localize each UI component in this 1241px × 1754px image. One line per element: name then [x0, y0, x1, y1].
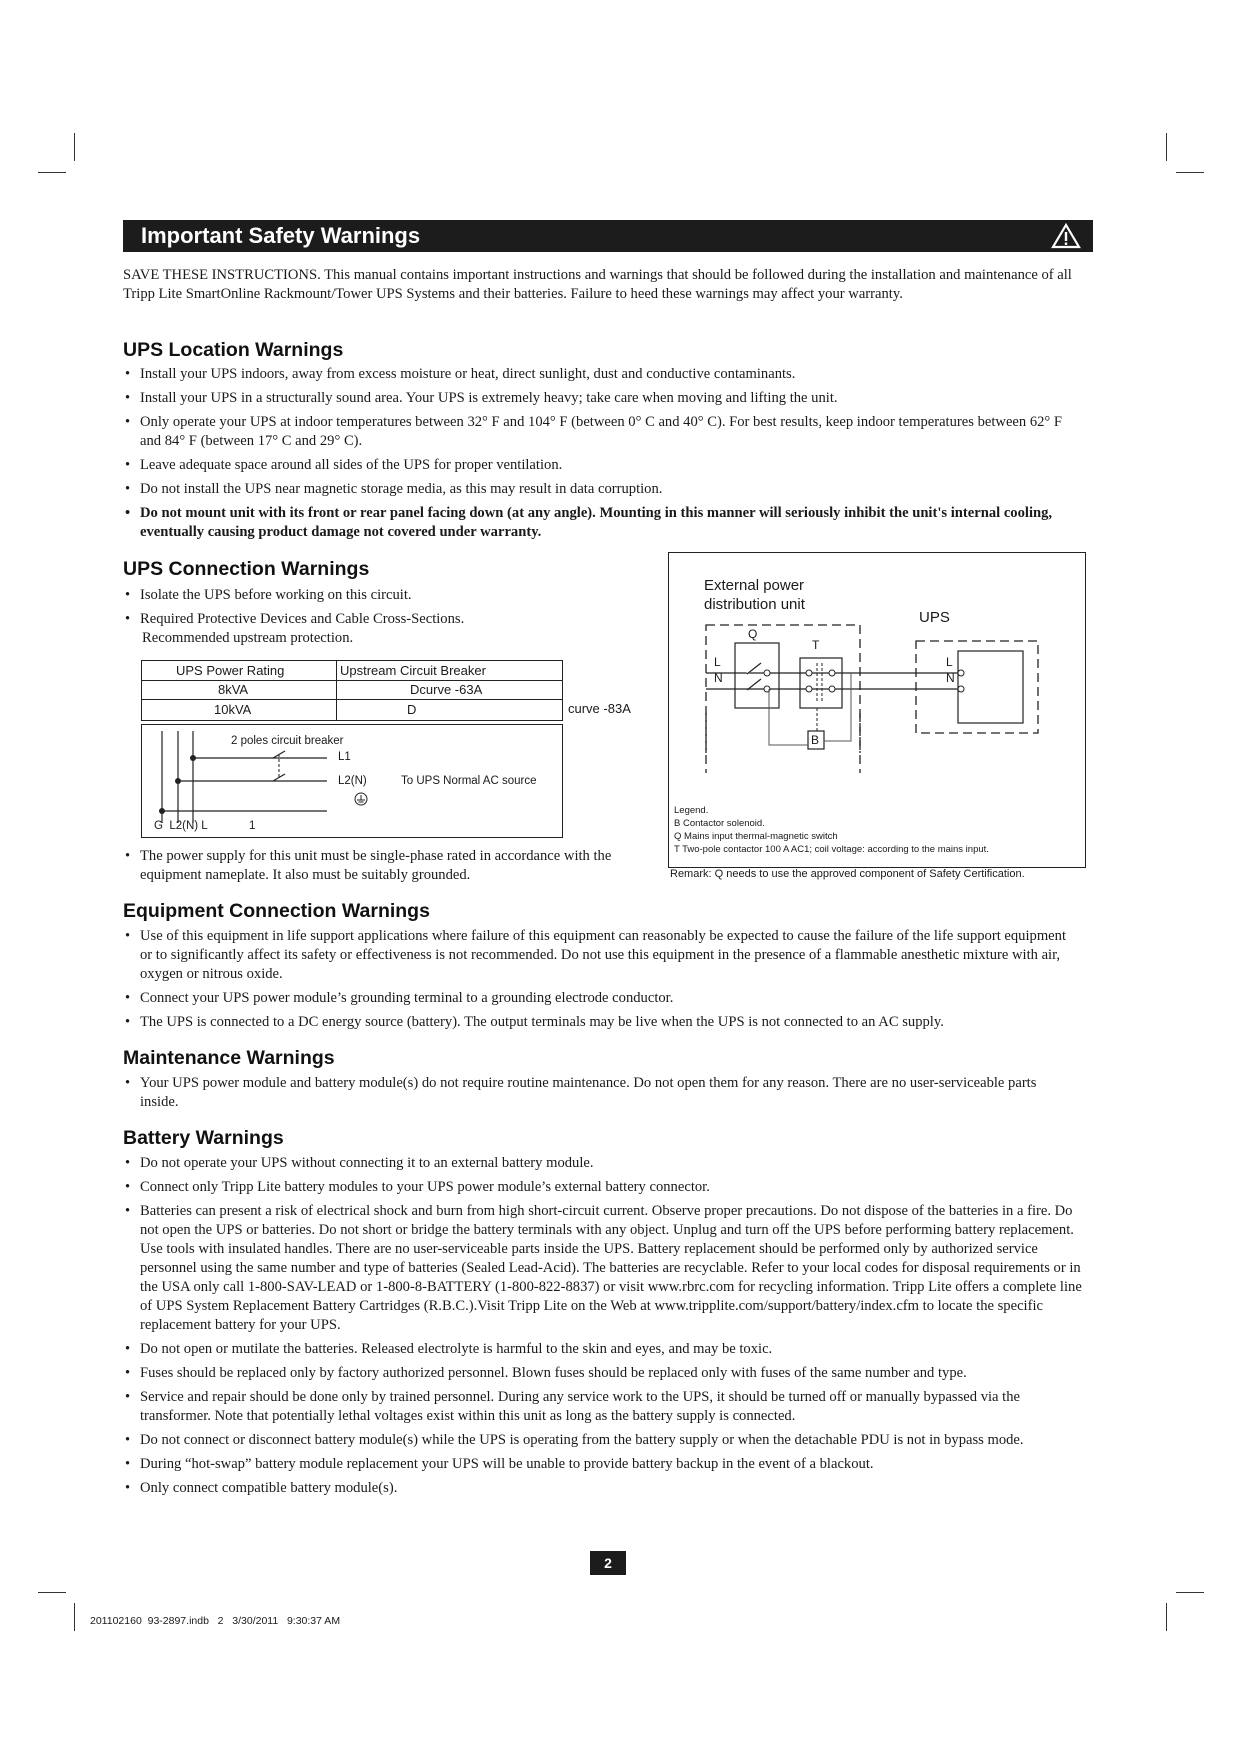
table-header: UPS Power Rating [176, 663, 285, 678]
list-item: • Isolate the UPS before working on this circuit. [123, 586, 663, 605]
location-heading: UPS Location Warnings [123, 339, 344, 361]
list-item: • Install your UPS in a structurally sound area. Your UPS is extremely heavy; take care when moving and lifting the unit. [123, 389, 1078, 408]
warning-triangle-icon [1051, 223, 1081, 249]
legend-title: Legend. [674, 805, 709, 816]
diagram-remark: Remark: Q needs to use the approved component of Safety Certification. [670, 868, 1025, 880]
crop-mark [38, 172, 66, 173]
table-cell: D [407, 702, 417, 717]
page-number: 2 [590, 1551, 626, 1575]
print-footer: 201102160 93-2897.indb 2 3/30/2011 9:30:37 AM [90, 1615, 341, 1627]
crop-mark [74, 1603, 75, 1631]
list-item: • Do not install the UPS near magnetic storage media, as this may result in data corruption. [123, 480, 1078, 499]
crop-mark [1166, 133, 1167, 161]
list-item: • Do not open or mutilate the batteries. Released electrolyte is harmful to the skin and eyes, and may be toxic. [123, 1340, 1093, 1359]
list-item: • Do not mount unit with its front or rear panel facing down (at any angle). Mounting in this manner will seriously inhibit the unit's internal cooling, eventually causing product damage not covered under warranty. [123, 504, 1078, 542]
breaker-one-label: 1 [249, 820, 256, 832]
intro-text: SAVE THESE INSTRUCTIONS. This manual contains important instructions and warnings that should be followed during the installation and maintenance of all Tripp Lite SmartOnline Rackmount/Tower UPS Systems and their batteries. Failure to heed these warnings may affect your warranty. [123, 267, 1072, 302]
list-item: • Only operate your UPS at indoor temperatures between 32° F and 104° F (between 0° C and 40° C). For best results, keep indoor temperatures between 62° F and 84° F (between 17° C and 29° C). [123, 413, 1078, 451]
list-item [123, 610, 663, 629]
table-cell: 8kVA [218, 682, 249, 697]
page-title: Important Safety Warnings [141, 223, 421, 248]
b-label: B [811, 733, 820, 747]
list-item: • Batteries can present a risk of electrical shock and burn from high short-circuit current. Observe proper precautions. Do not dispose of the batteries in a fire. Do not open the UPS or batteries. Do not short or bridge the battery terminals with any object. Unplug and turn off the UPS before performing battery replacement. Use tools with insulated handles. There are no user-serviceable parts inside the UPS. Battery replacement should be performed only by authorized service personnel using the same number and type of batteries (Sealed Lead-Acid). The batteries are recyclable. Refer to your local codes for disposal requirements or in the USA only call 1-800-SAV-LEAD or 1-800-8-BATTERY (1-800-822-8837) or visit www.rbrc.com for recycling information. Tripp Lite offers a complete line of UPS System Replacement Battery Cartridges (R.B.C.).Visit Tripp Lite on the Web at www.tripplite.com/support/battery/index.cfm to locate the specific replacement battery for your UPS. [123, 1202, 1093, 1335]
maintenance-heading: Maintenance Warnings [123, 1047, 335, 1069]
list-item: • The power supply for this unit must be single-phase rated in accordance with the equipment nameplate. It also must be suitably grounded. [123, 847, 653, 885]
connection-heading: UPS Connection Warnings [123, 558, 370, 580]
ext-title-line2: distribution unit [704, 596, 805, 613]
breaker-l2-label: L2(N) [338, 775, 367, 787]
table-overflow-text: curve -83A [568, 701, 631, 716]
crop-mark [1176, 1592, 1204, 1593]
legend-q: Q Mains input thermal-magnetic switch [674, 831, 838, 842]
ups-n-label: N [946, 671, 955, 685]
list-item: • Your UPS power module and battery module(s) do not require routine maintenance. Do not open them for any reason. There are no user-serviceable parts inside. [123, 1074, 1078, 1112]
equipment-list [123, 927, 1078, 1037]
location-list [123, 365, 1078, 547]
list-item: • Leave adequate space around all sides of the UPS for proper ventilation. [123, 456, 1078, 475]
breaker-target-label: To UPS Normal AC source [401, 775, 537, 787]
crop-mark [38, 1592, 66, 1593]
list-item: • Use of this equipment in life support applications where failure of this equipment can reasonably be expected to cause the failure of the life support equipment or to significantly affect its safety or effectiveness is not recommended. Do not use this equipment in the presence of a flammable anesthetic mixture with air, oxygen or nitrous oxide. [123, 927, 1078, 984]
list-item-text: Required Protective Devices and Cable Cross-Sections. [140, 611, 465, 627]
equipment-heading: Equipment Connection Warnings [123, 900, 430, 922]
list-item: • The UPS is connected to a DC energy source (battery). The output terminals may be live when the UPS is not connected to an AC supply. [123, 1013, 1078, 1032]
list-item: • Fuses should be replaced only by factory authorized personnel. Blown fuses should be replaced only with fuses of the same number and type. [123, 1364, 1093, 1383]
breaker-title: 2 poles circuit breaker [231, 735, 344, 747]
wiring-diagram [668, 552, 1086, 868]
crop-mark [1166, 1603, 1167, 1631]
list-item: • Do not connect or disconnect battery module(s) while the UPS is operating from the battery supply or when the detachable PDU is not in bypass mode. [123, 1431, 1093, 1450]
table-cell: Dcurve -63A [410, 682, 483, 697]
breaker-l1-label: L1 [338, 751, 351, 763]
power-supply-list [123, 847, 653, 890]
n-label: N [714, 671, 723, 685]
list-item: • Service and repair should be done only by trained personnel. During any service work to the UPS, it should be turned off or manually bypassed via the transformer. Note that potentially lethal voltages exist within this unit as long as the battery supply is connected. [123, 1388, 1093, 1426]
legend-b: B Contactor solenoid. [674, 818, 765, 829]
list-item: • Connect your UPS power module’s grounding terminal to a grounding electrode conductor. [123, 989, 1078, 1008]
ups-label: UPS [919, 609, 950, 626]
list-item: • Connect only Tripp Lite battery modules to your UPS power module’s external battery connector. [123, 1178, 1093, 1197]
table-header: Upstream Circuit Breaker [340, 663, 486, 678]
q-label: Q [748, 627, 758, 641]
crop-mark [74, 133, 75, 161]
connection-list [123, 586, 663, 653]
list-item-continuation [123, 629, 663, 648]
list-item: • Do not operate your UPS without connecting it to an external battery module. [123, 1154, 1093, 1173]
list-item-text: Recommended upstream protection. [142, 630, 354, 646]
maintenance-list [123, 1074, 1078, 1117]
battery-heading: Battery Warnings [123, 1127, 284, 1149]
t-label: T [812, 638, 820, 652]
list-item: • Install your UPS indoors, away from excess moisture or heat, direct sunlight, dust and conductive contaminants. [123, 365, 1078, 384]
list-item: • During “hot-swap” battery module replacement your UPS will be unable to provide battery backup in the event of a blackout. [123, 1455, 1093, 1474]
breaker-bottom-label: G L2(N) L [154, 820, 208, 832]
breaker-table [141, 660, 563, 721]
table-cell: 10kVA [214, 702, 252, 717]
wiring-diagram-bottom [669, 713, 1085, 773]
l-label: L [714, 655, 721, 669]
legend-t: T Two-pole contactor 100 A AC1; coil voltage: according to the mains input. [674, 844, 989, 855]
list-item: • Only connect compatible battery module(s). [123, 1479, 1093, 1498]
ups-l-label: L [946, 655, 953, 669]
ext-title-line1: External power [704, 577, 805, 594]
title-bar [123, 220, 1093, 252]
crop-mark [1176, 172, 1204, 173]
breaker-diagram [141, 724, 563, 838]
battery-list [123, 1154, 1093, 1503]
